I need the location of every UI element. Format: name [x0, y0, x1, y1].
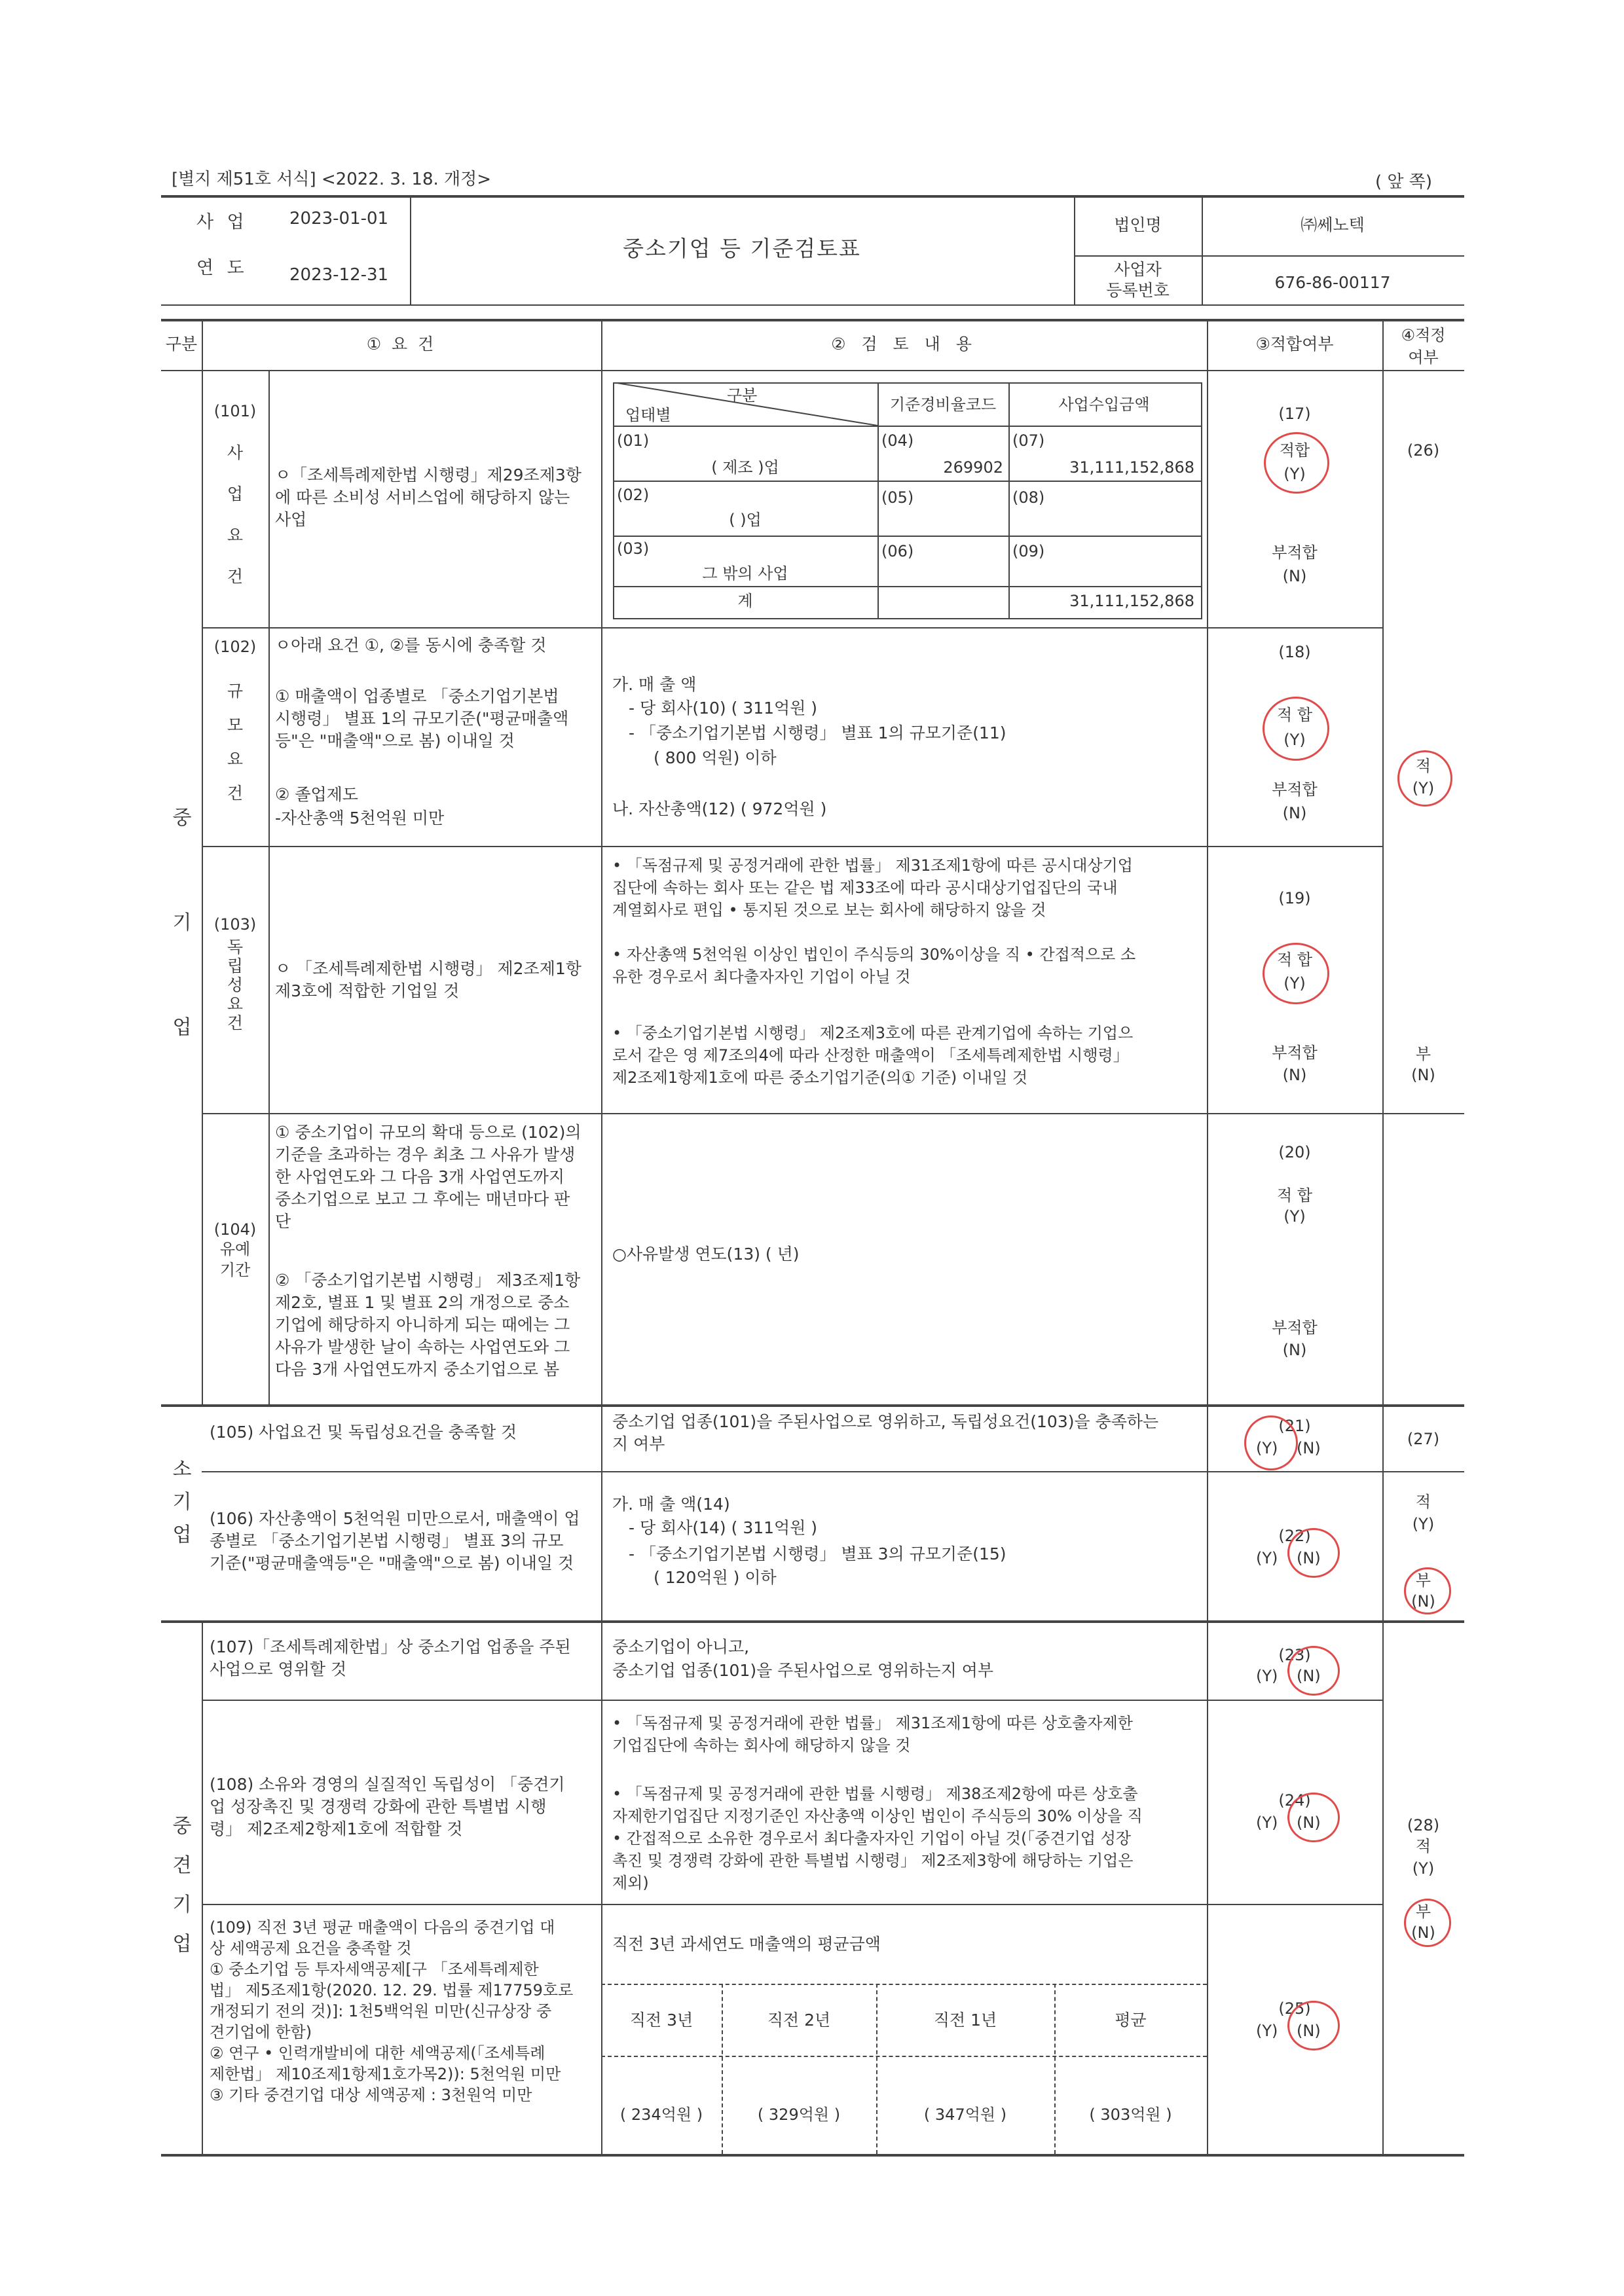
r102-no: (102) — [213, 638, 257, 656]
r106-text-1: (106) 자산총액이 5천억원 미만으로서, 매출액이 업 — [210, 1509, 580, 1528]
col4-26-n: (N) — [1411, 1066, 1435, 1084]
header-top-border — [161, 195, 1464, 198]
year-label-2: 연 도 — [196, 258, 248, 278]
table-bottom-border — [161, 2154, 1464, 2157]
r108-text-2: 업 성장촉진 및 경쟁력 강화에 관한 특별법 시행 — [210, 1797, 547, 1816]
col4-27-circle — [1404, 1567, 1451, 1614]
r108-fit-y: (Y) — [1256, 1813, 1278, 1832]
r101-row1-amt: 31,111,152,868 — [1069, 458, 1194, 477]
year-label-1: 사 업 — [196, 212, 248, 232]
r101-text-3: 사업 — [275, 510, 307, 529]
row-sep-103 — [202, 1113, 1464, 1114]
col4-27-no-label: 부 — [1415, 1571, 1431, 1590]
r109-text-1: (109) 직전 3년 평균 매출액이 다음의 중견기업 대 — [210, 1918, 555, 1937]
r109-h3: 직전 1년 — [933, 2011, 997, 2030]
r106-review-1: 가. 매 출 액(14) — [612, 1495, 730, 1514]
col-header-bottom — [161, 370, 1464, 371]
col-line-review — [1207, 319, 1208, 2154]
page-side-label: ( 앞 쪽) — [1375, 172, 1433, 192]
r101-row1-amt-no: (07) — [1012, 431, 1045, 450]
r101-tbl-line-2 — [613, 481, 1201, 482]
r108-review-b4: 촉진 및 경쟁력 강화에 관한 특별법 시행령」 제2조제3항에 해당하는 기업은 — [612, 1851, 1134, 1870]
r102-vertical-label: 규 모 요 건 — [227, 682, 244, 803]
col-fit: ③적합여부 — [1255, 335, 1334, 354]
header-mid-line — [1074, 255, 1464, 257]
r107-fit-n: (N) — [1297, 1667, 1321, 1685]
r102-fit-n: (N) — [1282, 804, 1307, 822]
r108-fit-no: (24) — [1278, 1791, 1311, 1810]
col-fit2-line2: 여부 — [1408, 348, 1439, 367]
col-requirement: ① 요 건 — [366, 335, 437, 354]
r101-tbl-vline-1 — [877, 382, 879, 618]
r108-fit-n-circle — [1287, 1793, 1340, 1842]
r109-v2: ( 329억원 ) — [757, 2105, 841, 2124]
r107-text-2: 사업으로 영위할 것 — [210, 1660, 347, 1679]
r108-text-1: (108) 소유와 경영의 실질적인 독립성이 「중견기 — [210, 1775, 565, 1794]
r109-review-title: 직전 3년 과세연도 매출액의 평균금액 — [612, 1935, 881, 1954]
end-date: 2023-12-31 — [289, 265, 389, 285]
r103-review-b2: 유한 경우로서 최다출자자인 기업이 아닐 것 — [612, 968, 911, 986]
col-gubun: 구분 — [165, 335, 198, 354]
r109-text-6: 견기업에 한함) — [210, 2023, 312, 2041]
r109-fit-y: (Y) — [1256, 2022, 1278, 2040]
r107-review-2: 중소기업 업종(101)을 주된사업으로 영위하는지 여부 — [612, 1661, 994, 1680]
r103-fit-yes-circle — [1263, 943, 1329, 1004]
r104-text2-5: 다음 3개 사업연도까지 중소기업으로 봄 — [275, 1360, 560, 1379]
r105-review-1: 중소기업 업종(101)을 주된사업으로 영위하고, 독립성요건(103)을 충족하는 — [612, 1412, 1159, 1431]
r103-review-c1: • 「중소기업기본법 시행령」 제2조제3호에 따른 관계기업에 속하는 기업으 — [612, 1024, 1134, 1042]
r107-fit-no: (23) — [1278, 1646, 1311, 1664]
r103-text-2: 제3호에 적합한 기업일 것 — [275, 981, 460, 1000]
r109-v3: ( 347억원 ) — [923, 2105, 1007, 2124]
r107-fit-y: (Y) — [1256, 1667, 1278, 1685]
r106-review-4: ( 120억원 ) 이하 — [654, 1568, 777, 1587]
header-bottom-border — [161, 304, 1464, 306]
col-line-gubun — [202, 319, 203, 1404]
r103-fit-yes: 적 합 — [1277, 951, 1312, 969]
r107-review-1: 중소기업이 아니고, — [612, 1637, 750, 1656]
col4-28-n: (N) — [1411, 1923, 1435, 1942]
col4-28-y: (Y) — [1412, 1859, 1435, 1878]
r109-v1: ( 234억원 ) — [619, 2105, 703, 2124]
form-title: 중소기업 등 기준검토표 — [623, 236, 861, 261]
section-mid: 중 견 기 업 — [172, 1815, 192, 1956]
r106-fit-n: (N) — [1297, 1549, 1321, 1567]
col4-26-y: (Y) — [1412, 779, 1435, 797]
r109-text-4: 법」 제5조제1항(2020. 12. 29. 법률 제17759호로 — [210, 1981, 574, 1999]
r108-review-b3: • 간접적으로 소유한 경우로서 최다출자자인 기업이 아닐 것(「중견기업 성장 — [612, 1829, 1132, 1848]
col4-26-mark: 적 — [1415, 757, 1431, 775]
r102-review-2: - 당 회사(10) ( 311억원 ) — [629, 699, 818, 718]
r109-text-7: ② 연구 • 인력개발비에 대한 세액공제(「조세특례 — [210, 2044, 545, 2062]
r101-total-label: 계 — [737, 592, 753, 610]
r109-h4: 평균 — [1115, 2011, 1147, 2030]
biz-no: 676-86-00117 — [1274, 273, 1391, 292]
row-sep-101 — [202, 627, 1382, 629]
r103-vertical-label: 독 립 성 요 건 — [227, 938, 244, 1032]
r105-fit-y-circle — [1244, 1415, 1298, 1470]
biz-no-label-1: 사업자 — [1114, 260, 1162, 279]
r101-tbl-industry: 업태별 — [625, 406, 671, 424]
r104-text2-4: 사유가 발생한 날이 속하는 사업연도와 그 — [275, 1338, 570, 1357]
r109-v4: ( 303억원 ) — [1089, 2105, 1172, 2124]
r109-text-8: 제한법」 제10조제1항제1호가목2)): 5천억원 미만 — [210, 2065, 561, 2083]
r103-no: (103) — [213, 915, 257, 934]
r104-text2-2: 제2호, 별표 1 및 별표 2의 개정으로 중소 — [275, 1293, 570, 1312]
r106-fit-no: (22) — [1278, 1527, 1311, 1545]
row-sep-104 — [161, 1404, 1464, 1407]
r106-text-2: 종별로 「중소기업기본법 시행령」 별표 3의 규모 — [210, 1531, 564, 1550]
start-date: 2023-01-01 — [289, 209, 389, 228]
r101-row1-code: 269902 — [943, 458, 1003, 477]
r104-fit-no-label: 부적합 — [1272, 1319, 1318, 1337]
r103-text-1: ㅇ 「조세특례제한법 시행령」 제2조제1항 — [275, 959, 581, 978]
r103-fit-n: (N) — [1282, 1066, 1307, 1084]
biz-no-label-2: 등록번호 — [1106, 281, 1170, 300]
r101-row3-name: 그 밖의 사업 — [702, 564, 788, 583]
r101-total-amt: 31,111,152,868 — [1069, 592, 1194, 610]
row-sep-106 — [161, 1620, 1464, 1623]
r101-row2-no: (02) — [617, 486, 650, 504]
r101-tbl-line-3 — [613, 536, 1201, 537]
r103-fit-y: (Y) — [1283, 974, 1306, 993]
r102-fit-y: (Y) — [1283, 731, 1306, 749]
r104-text1-1: ① 중소기업이 규모의 확대 등으로 (102)의 — [275, 1123, 581, 1142]
r109-text-2: 상 세액공제 요건을 충족할 것 — [210, 1939, 412, 1958]
r101-row2-code-no: (05) — [881, 488, 914, 507]
r108-text-3: 령」 제2조제2항제1호에 적합할 것 — [210, 1819, 463, 1838]
r106-fit-y: (Y) — [1256, 1549, 1278, 1567]
r104-no: (104) — [213, 1220, 257, 1239]
r101-row3-code-no: (06) — [881, 542, 914, 560]
r101-tbl-line-4 — [613, 586, 1201, 587]
r102-text1-3: 등"은 "매출액"으로 봄) 이내일 것 — [275, 731, 515, 750]
r103-review-a1: • 「독점규제 및 공정거래에 관한 법률」 제31조제1항에 따른 공시대상기업 — [612, 856, 1133, 875]
r102-text2-2: -자산총액 5천억원 미만 — [275, 809, 445, 828]
r109-dash-line-1 — [601, 1984, 1207, 1985]
col4-26-no-label: 부 — [1415, 1045, 1431, 1063]
r107-fit-n-circle — [1287, 1646, 1340, 1696]
r106-review-3: - 「중소기업기본법 시행령」 별표 3의 규모기준(15) — [629, 1544, 1006, 1563]
r104-review: ○사유발생 연도(13) ( 년) — [612, 1245, 800, 1264]
col4-27-mark: 적 — [1415, 1493, 1431, 1511]
r102-review-1: 가. 매 출 액 — [612, 675, 697, 694]
r101-fit-y: (Y) — [1283, 465, 1306, 483]
r106-review-2: - 당 회사(14) ( 311억원 ) — [629, 1518, 818, 1537]
r101-tbl-vline-2 — [1008, 382, 1010, 618]
r101-row1-code-no: (04) — [881, 431, 914, 450]
r102-fit-no-label: 부적합 — [1272, 780, 1318, 799]
r101-row3-no: (03) — [617, 539, 650, 558]
r101-tbl-code-header: 기준경비율코드 — [889, 395, 997, 414]
r109-fit-n: (N) — [1297, 2022, 1321, 2040]
col4-27-y: (Y) — [1412, 1515, 1435, 1533]
r104-fit-yes: 적 합 — [1277, 1186, 1312, 1205]
r105-fit-no: (21) — [1278, 1417, 1311, 1435]
r104-fit-y: (Y) — [1283, 1207, 1306, 1226]
r109-h2: 직전 2년 — [767, 2011, 831, 2030]
r101-text-2: 에 따른 소비성 서비스업에 해당하지 않는 — [275, 488, 570, 507]
r101-fit-yes: 적합 — [1279, 441, 1310, 460]
r105-review-2: 지 여부 — [612, 1434, 665, 1453]
r105-text: (105) 사업요건 및 독립성요건을 충족할 것 — [210, 1423, 517, 1442]
r102-text1-2: 시행령」 별표 1의 규모기준("평균매출액 — [275, 709, 569, 728]
r101-row2-name: ( )업 — [729, 511, 762, 529]
section-sme: 중 기 업 — [172, 807, 192, 1039]
r104-fit-no: (20) — [1278, 1143, 1311, 1161]
r108-review-a2: 기업집단에 속하는 회사에 해당하지 않을 것 — [612, 1736, 911, 1755]
r101-vertical-label: 사 업 요 건 — [227, 443, 244, 586]
r101-tbl-line-1 — [613, 426, 1201, 427]
r102-fit-no: (18) — [1278, 643, 1311, 661]
r109-text-9: ③ 기타 중견기업 대상 세액공제 : 3천원억 미만 — [210, 2086, 532, 2104]
r104-text1-2: 기준을 초과하는 경우 최초 그 사유가 발생 — [275, 1145, 576, 1164]
corp-name: ㈜쎄노텍 — [1301, 215, 1365, 234]
r101-fit-no: (17) — [1278, 405, 1311, 423]
r103-review-c2: 로서 같은 영 제7조의4에 따라 산정한 매출액이 「조세특례제한법 시행령」 — [612, 1046, 1129, 1065]
col4-28-no: (28) — [1407, 1816, 1440, 1834]
r106-fit-n-circle — [1287, 1528, 1340, 1578]
r104-text2-3: 기업에 해당하지 아니하게 되는 때에는 그 — [275, 1315, 570, 1334]
r105-fit-n: (N) — [1297, 1439, 1321, 1457]
r109-text-3: ① 중소기업 등 투자세액공제[구 「조세특례제한 — [210, 1960, 539, 1978]
r102-fit-yes: 적 합 — [1277, 706, 1312, 724]
r102-fit-yes-circle — [1263, 697, 1329, 761]
r101-row2-amt-no: (08) — [1012, 488, 1045, 507]
r108-review-b5: 제외) — [612, 1874, 649, 1892]
r103-review-c3: 제2조제1항제1호에 따른 중소기업기준(의① 기준) 이내일 것 — [612, 1068, 1028, 1087]
r104-text1-4: 중소기업으로 보고 그 후에는 매년마다 판 — [275, 1190, 570, 1209]
table-top-border — [161, 319, 1464, 321]
r109-h1: 직전 3년 — [629, 2011, 693, 2030]
r108-review-b2: 자제한기업집단 지정기준인 자산총액 이상인 법인이 주식등의 30% 이상을 직 — [612, 1807, 1143, 1825]
r105-fit-y: (Y) — [1256, 1439, 1278, 1457]
col4-26-circle — [1397, 750, 1452, 807]
r102-review-3: - 「중소기업기본법 시행령」 별표 1의 규모기준(11) — [629, 723, 1006, 742]
r108-fit-n: (N) — [1297, 1813, 1321, 1832]
r108-review-b1: • 「독점규제 및 공정거래에 관한 법률 시행령」 제38조제2항에 따른 상호출 — [612, 1785, 1138, 1803]
r103-review-a2: 집단에 속하는 회사 또는 같은 법 제33조에 따라 공시대상기업집단의 국내 — [612, 879, 1118, 897]
r103-review-b1: • 자산총액 5천억원 이상인 법인이 주식등의 30%이상을 직 • 간접적으로 소 — [612, 945, 1136, 964]
row-sep-102 — [202, 846, 1382, 847]
r101-text-1: ㅇ「조세특례제한법 시행령」제29조제3항 — [275, 465, 581, 484]
r102-review-4: ( 800 억원) 이하 — [654, 748, 777, 767]
col-review: ② 검 토 내 용 — [831, 335, 977, 354]
r101-tbl-amount-header: 사업수입금액 — [1058, 395, 1150, 414]
col4-28-no-label: 부 — [1415, 1903, 1431, 1921]
r108-review-a1: • 「독점규제 및 공정거래에 관한 법률」 제31조제1항에 따른 상호출자제한 — [612, 1714, 1133, 1732]
corp-name-label: 법인명 — [1114, 215, 1162, 234]
col4-27-no: (27) — [1407, 1430, 1440, 1448]
r101-row3-amt-no: (09) — [1012, 542, 1045, 560]
r102-text2-1: ② 졸업제도 — [275, 785, 358, 804]
row-sep-108 — [202, 1904, 1382, 1905]
col-line-no — [268, 370, 270, 1404]
r101-no: (101) — [213, 402, 257, 420]
r106-text-3: 기준("평균매출액등"은 "매출액"으로 봄) 이내일 것 — [210, 1554, 574, 1573]
r109-text-5: 개정되기 전의 것)]: 1천5백억원 미만(신규상장 중 — [210, 2002, 552, 2020]
r109-dash-line-2 — [601, 2056, 1207, 2057]
r104-vertical-label: 유예 기간 — [219, 1240, 251, 1279]
col4-28-circle — [1404, 1899, 1451, 1947]
r101-fit-no-label: 부적합 — [1272, 543, 1318, 562]
r103-fit-no: (19) — [1278, 889, 1311, 907]
r103-review-a3: 계열회사로 편입 • 통지된 것으로 보는 회사에 해당하지 않을 것 — [612, 901, 1046, 919]
r101-row1-name: ( 제조 )업 — [711, 458, 779, 477]
row-sep-105 — [202, 1471, 1464, 1472]
r102-review-5: 나. 자산총액(12) ( 972억원 ) — [612, 799, 827, 818]
r102-intro: ㅇ아래 요건 ①, ②를 동시에 충족할 것 — [275, 636, 547, 655]
r109-fit-n-circle — [1287, 2001, 1340, 2050]
col4-26-no: (26) — [1407, 441, 1440, 460]
r109-fit-no: (25) — [1278, 1999, 1311, 2018]
r107-text-1: (107)「조세특례제한법」상 중소기업 업종을 주된 — [210, 1637, 571, 1656]
section-small: 소 기 업 — [172, 1458, 192, 1546]
r101-tbl-gubun: 구분 — [727, 386, 758, 405]
col4-28-mark: 적 — [1415, 1837, 1431, 1855]
form-reference: [별지 제51호 서식] <2022. 3. 18. 개정> — [172, 170, 492, 189]
r104-fit-n: (N) — [1282, 1341, 1307, 1359]
col4-27-n: (N) — [1411, 1592, 1435, 1611]
r104-text1-3: 한 사업연도와 그 다음 3개 사업연도까지 — [275, 1167, 565, 1186]
r104-text2-1: ② 「중소기업기본법 시행령」 제3조제1항 — [275, 1271, 581, 1290]
r104-text1-5: 단 — [275, 1212, 291, 1231]
r103-fit-no-label: 부적합 — [1272, 1044, 1318, 1062]
r101-fit-yes-circle — [1264, 432, 1329, 494]
col-line-req — [601, 319, 602, 2154]
r101-fit-n: (N) — [1282, 567, 1307, 585]
col-fit2-line1: ④적정 — [1401, 326, 1446, 344]
r102-text1-1: ① 매출액이 업종별로 「중소기업기본법 — [275, 687, 559, 706]
row-sep-107 — [202, 1700, 1382, 1701]
r101-row1-no: (01) — [617, 431, 650, 450]
